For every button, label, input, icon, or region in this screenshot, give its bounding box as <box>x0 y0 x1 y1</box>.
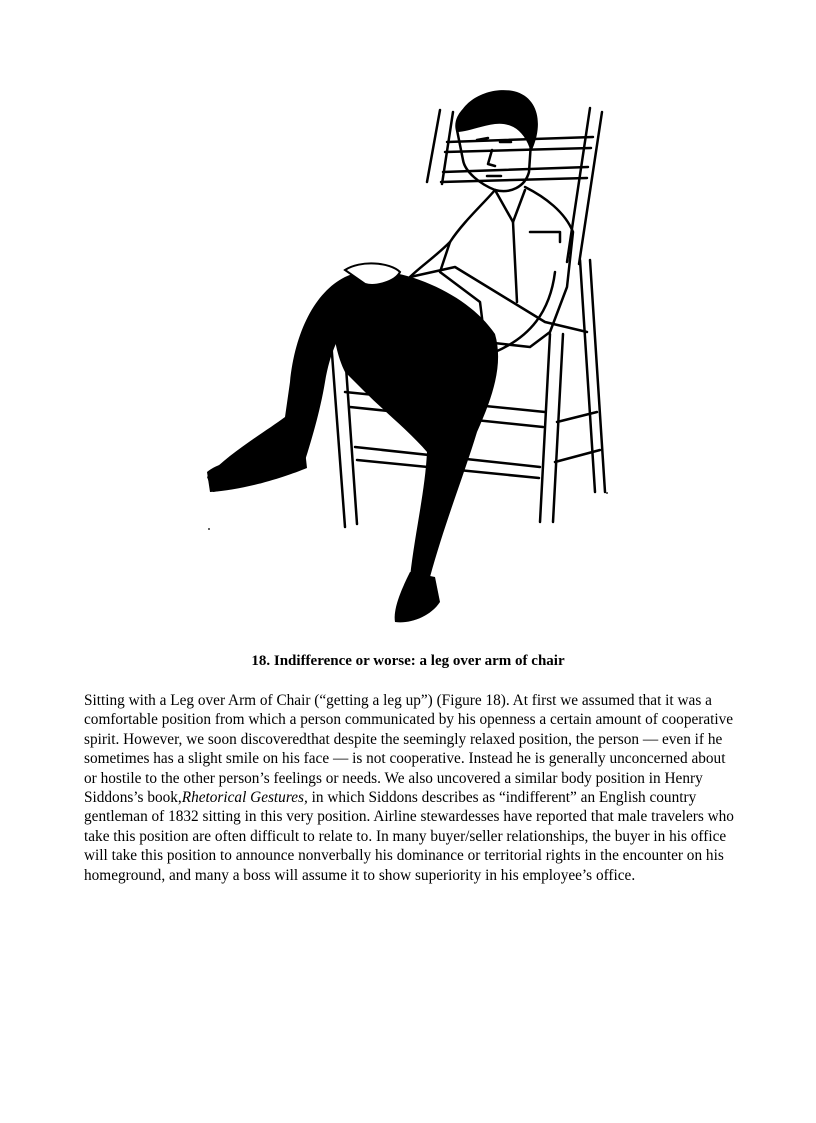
man-in-chair-illustration <box>195 72 615 642</box>
body-text-part1: Sitting with a Leg over Arm of Chair (“getting a leg up”) (Figure 18). At first we assumed that it was a comfortable position from which a person communicated by his openness a certain amount of cooperative spirit. However, we soon discoveredthat despite the seemingly relaxed position, the person — even if he sometimes has a slight smile on his face — is not cooperative. Instead he is generally unconcerned about or hostile to the other person’s feelings or needs. We also uncovered a similar body position in Henry Siddons’s book, <box>84 692 734 807</box>
figure-caption: 18. Indifference or worse: a leg over arm of chair <box>251 653 565 669</box>
chair-back-left-post <box>427 110 440 182</box>
trousers <box>333 271 498 577</box>
chair-back-right-post-inner <box>579 112 602 264</box>
body-text-part2: in which Siddons describes as “indifferent” an English country gentleman of 1832 sitting in this very position. Airline stewardesses have reported that male travelers who take this position are often difficult to relate to. In many buyer/seller relationships, the buyer in his office will take this position to announce nonverbally his dominance or territorial rights in the encounter on his homeground, and many a boss will assume it to show superiority in his employee’s office. <box>84 789 734 884</box>
chair-back-right-post <box>567 108 590 262</box>
front-shoe <box>395 572 440 622</box>
figure-illustration <box>195 72 615 642</box>
book-title: Rhetorical Gestures, <box>181 789 308 807</box>
scan-speck <box>606 492 608 494</box>
body-paragraph <box>84 691 734 885</box>
raised-shoe <box>207 450 307 492</box>
scan-speck <box>208 528 210 530</box>
